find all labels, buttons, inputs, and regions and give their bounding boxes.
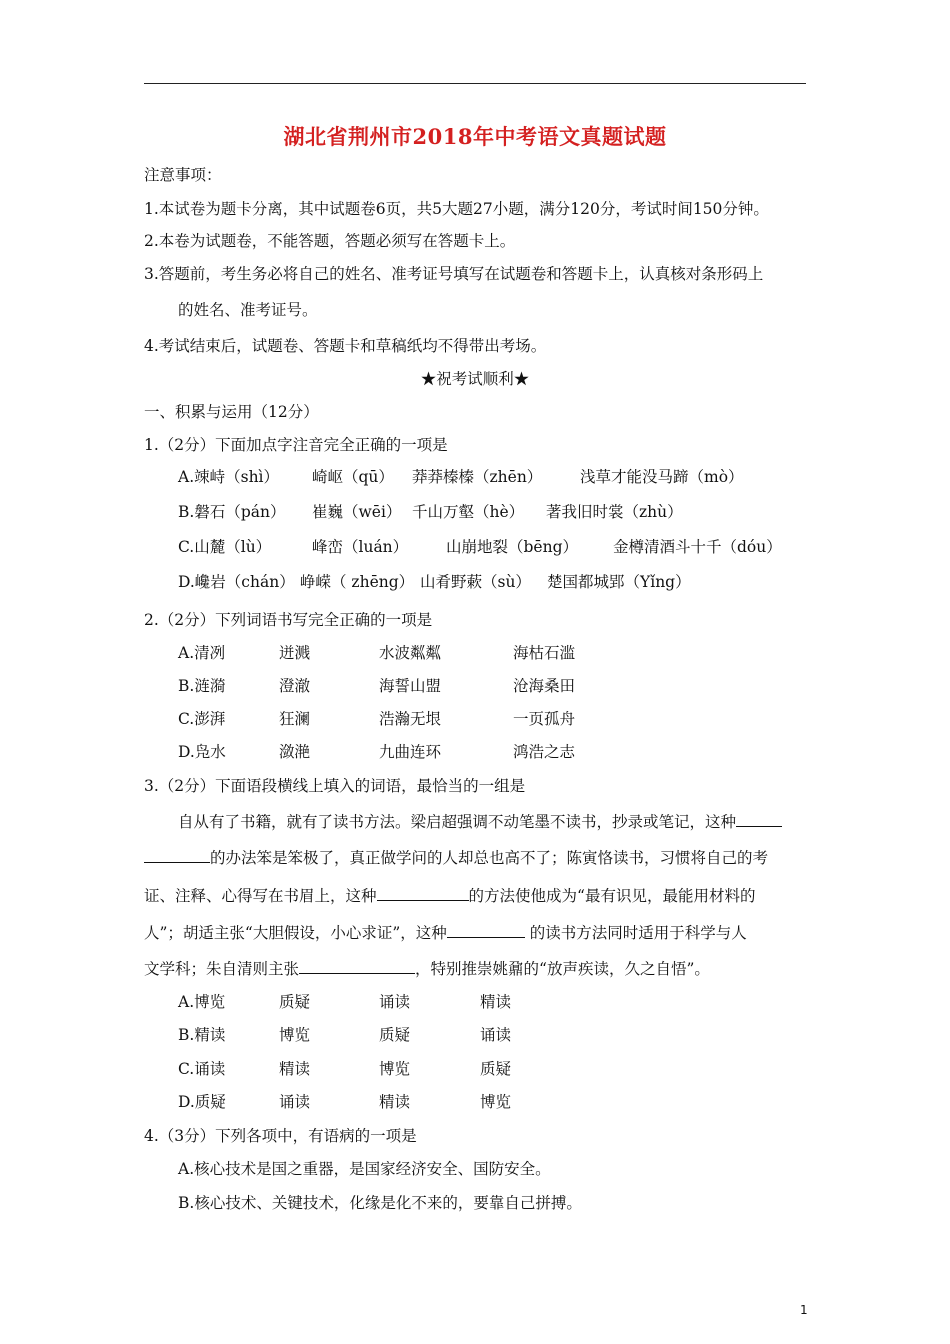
question-3-paragraph-line-5	[144, 957, 806, 979]
option-cell: 千山万壑（hè）	[412, 503, 525, 521]
option-cell: 崔巍（wēi）	[312, 503, 402, 521]
notice-item-4: 4.考试结束后，试题卷、答题卡和草稿纸均不得带出考场。	[144, 337, 547, 355]
option-cell: 海枯石滥	[513, 644, 576, 662]
option-cell: B.磐石（pán）	[178, 503, 286, 521]
question-3-paragraph-line-1	[144, 810, 806, 832]
question-3-paragraph-line-3	[144, 884, 806, 906]
option-cell: 博览	[379, 1060, 411, 1078]
notice-heading: 注意事项：	[144, 166, 222, 184]
paragraph-text: ，特别推崇姚鼐的“放声疾读，久之自悟”。	[415, 960, 710, 978]
header-rule	[144, 83, 806, 84]
question-4-stem: 4.（3分）下列各项中，有语病的一项是	[144, 1127, 417, 1145]
paragraph-text: 的读书方法同时适用于科学与人	[524, 924, 747, 942]
option-cell: 山肴野蔌（sù）	[420, 573, 531, 591]
option-cell: 狂澜	[279, 710, 311, 728]
option-cell: 精读	[279, 1060, 311, 1078]
fill-blank	[447, 921, 525, 938]
paragraph-text: 证、注释、心得写在书眉上，这种	[144, 887, 377, 905]
option-cell: 崎岖（qū）	[312, 468, 394, 486]
option-cell: D.凫水	[178, 743, 226, 761]
fill-blank	[144, 846, 210, 863]
question-4-option-a: A.核心技术是国之重器，是国家经济安全、国防安全。	[178, 1160, 551, 1178]
notice-item-3: 3.答题前，考生务必将自己的姓名、准考证号填写在试题卷和答题卡上，认真核对条形码上	[144, 265, 764, 283]
notice-item-1: 1.本试卷为题卡分离，其中试题卷6页，共5大题27小题，满分120分，考试时间150分钟。	[144, 200, 769, 218]
option-cell: 质疑	[279, 993, 311, 1011]
question-3-stem: 3.（2分）下面语段横线上填入的词语，最恰当的一组是	[144, 777, 526, 795]
option-cell: C.澎湃	[178, 710, 226, 728]
option-cell: 鸿浩之志	[513, 743, 576, 761]
option-cell: 一页孤舟	[513, 710, 576, 728]
question-2-stem: 2.（2分）下列词语书写完全正确的一项是	[144, 611, 433, 629]
option-cell: D.巉岩（chán）	[178, 573, 295, 591]
question-3-paragraph-line-2	[144, 846, 806, 868]
option-cell: 金樽清酒斗十千（dóu）	[613, 538, 782, 556]
paragraph-text: 的方法使他成为“最有识见，最能用材料的	[468, 887, 756, 905]
option-cell: 水波粼粼	[379, 644, 442, 662]
option-cell: 诵读	[379, 993, 411, 1011]
option-cell: 诵读	[480, 1026, 512, 1044]
option-cell: 楚国都城郢（Yǐng）	[547, 573, 691, 591]
notice-item-3-cont: 的姓名、准考证号。	[178, 301, 318, 319]
section-heading: 一、积累与运用（12分）	[144, 403, 319, 421]
option-cell: B.精读	[178, 1026, 226, 1044]
option-cell: 质疑	[379, 1026, 411, 1044]
question-3-paragraph-line-4	[144, 921, 806, 943]
option-cell: C.诵读	[178, 1060, 226, 1078]
option-cell: 峰峦（luán）	[312, 538, 409, 556]
option-cell: D.质疑	[178, 1093, 226, 1111]
option-cell: 九曲连环	[379, 743, 442, 761]
option-cell: 博览	[279, 1026, 311, 1044]
question-4-option-b: B.核心技术、关键技术，化缘是化不来的，要靠自己拼搏。	[178, 1194, 582, 1212]
page-number: 1	[800, 1303, 808, 1317]
option-cell: 海誓山盟	[379, 677, 442, 695]
option-cell: 莽莽榛榛（zhēn）	[412, 468, 543, 486]
fill-blank	[736, 810, 782, 827]
paragraph-text: 自从有了书籍，就有了读书方法。梁启超强调不动笔墨不读书，抄录或笔记，这种	[178, 813, 737, 831]
wish-line: ★祝考试顺利★	[420, 370, 530, 388]
question-1-stem: 1.（2分）下面加点字注音完全正确的一项是	[144, 436, 448, 454]
option-cell: 精读	[480, 993, 512, 1011]
fill-blank	[299, 957, 415, 974]
option-cell: A.竦峙（shì）	[178, 468, 280, 486]
option-cell: 质疑	[480, 1060, 512, 1078]
option-cell: B.涟漪	[178, 677, 226, 695]
option-cell: 浩瀚无垠	[379, 710, 442, 728]
option-cell: 潋滟	[279, 743, 311, 761]
option-cell: 诵读	[279, 1093, 311, 1111]
option-cell: A.博览	[178, 993, 226, 1011]
option-cell: 博览	[480, 1093, 512, 1111]
option-cell: 澄澈	[279, 677, 311, 695]
page-title: 湖北省荆州市2018年中考语文真题试题	[283, 124, 667, 149]
paragraph-text: 人”；胡适主张“大胆假设，小心求证”，这种	[144, 924, 447, 942]
paragraph-text: 的办法笨是笨极了，真正做学问的人却总也高不了；陈寅恪读书，习惯将自己的考	[210, 849, 769, 867]
fill-blank	[377, 884, 469, 901]
option-cell: A.清冽	[178, 644, 226, 662]
option-cell: 沧海桑田	[513, 677, 576, 695]
option-cell: C.山麓（lù）	[178, 538, 272, 556]
option-cell: 峥嵘（ zhēng）	[300, 573, 415, 591]
paragraph-text: 文学科；朱自清则主张	[144, 960, 300, 978]
option-cell: 浅草才能没马蹄（mò）	[580, 468, 744, 486]
option-cell: 著我旧时裳（zhù）	[546, 503, 683, 521]
notice-item-2: 2.本卷为试题卷，不能答题，答题必须写在答题卡上。	[144, 232, 516, 250]
option-cell: 精读	[379, 1093, 411, 1111]
option-cell: 山崩地裂（bēng）	[446, 538, 579, 556]
option-cell: 迸溅	[279, 644, 311, 662]
